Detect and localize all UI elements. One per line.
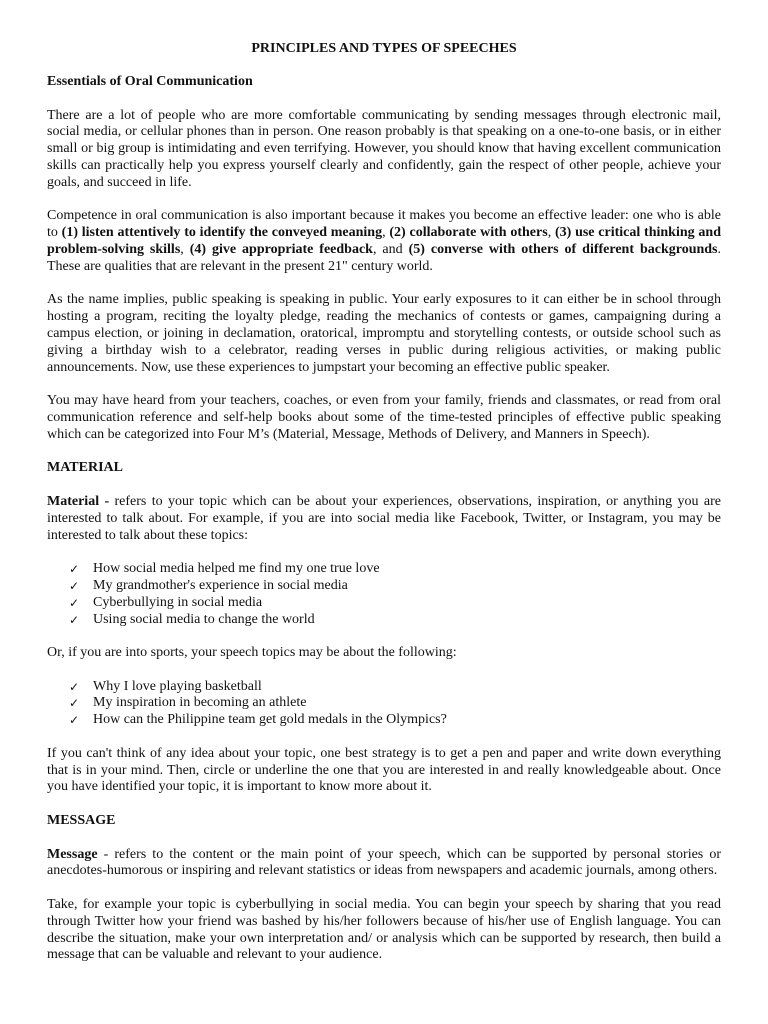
list-item-text: Cyberbullying in social media — [93, 594, 263, 610]
message-definition — [47, 847, 721, 881]
message-definition-text: - refers to the content or the main point of your speech, which can be supported by personal stories or anecdotes-humorous or inspiring and relevant statistics or ideas from newspapers and academic journals, among others. — [47, 846, 721, 879]
bold-skill-4: (4) give appropriate feedback — [189, 241, 373, 257]
social-topics-list — [47, 561, 721, 628]
competence-paragraph — [47, 208, 721, 275]
material-closing-paragraph: If you can't think of any idea about your topic, one best strategy is to get a pen and paper and write down everything that is in your mind. Then, circle or underline the one that you are interested in and really knowledgeable about. Once you have identified your topic, it is important to know more about it. — [47, 745, 721, 795]
four-ms-paragraph: You may have heard from your teachers, coaches, or even from your family, friends and classmates, or read from oral communication reference and self-help books about some of the time-tested principles of effective public speaking which can be categorized into Four M’s (Material, Message, Methods of Delivery, and Manners in Speech). — [47, 393, 721, 442]
list-item-text: How social media helped me find my one true love — [93, 561, 380, 577]
sports-intro: Or, if you are into sports, your speech topics may be about the following: — [47, 645, 457, 661]
bold-skill-2: (2) collaborate with others — [389, 225, 548, 241]
text-span: , — [382, 225, 390, 241]
checkmark-icon: ✓ — [69, 713, 80, 728]
message-example-paragraph: Take, for example your topic is cyberbullying in social media. You can begin your speech by sharing that you read through Twitter how your friend was bashed by his/her followers because of his/her use of English language. You can describe the situation, make your own interpretation and/ or analysis which can be supported by research, then build a message that can be valuable and relevant to your audience. — [47, 897, 721, 963]
checkmark-icon: ✓ — [69, 595, 80, 610]
checkmark-icon: ✓ — [69, 562, 80, 577]
list-item-text: Using social media to change the world — [93, 611, 315, 627]
text-span: . These are qualities that are relevant in the present 21" century world. — [47, 241, 722, 274]
checkmark-icon: ✓ — [69, 679, 80, 694]
bold-skill-5: (5) converse with others of different backgrounds — [408, 241, 718, 257]
bold-skill-3: (3) use critical thinking and problem-solving skills — [47, 225, 721, 257]
list-item-text: My inspiration in becoming an athlete — [93, 695, 307, 711]
checkmark-icon: ✓ — [69, 612, 80, 627]
text-span: , — [180, 241, 190, 257]
list-item — [69, 695, 721, 712]
list-item — [69, 612, 721, 629]
public-speaking-paragraph: As the name implies, public speaking is speaking in public. Your early exposures to it can either be in school through hosting a program, reciting the loyalty pledge, reading the mechanics of contests or games, campaigning during a campus election, or joining in declamation, oratorical, impromptu and storytelling contests, or outside school such as giving a birthday wish to a celebrator, reading verses in public during religious activities, or making public announcements. Now, use these experiences to jumpstart your becoming an effective public speaker. — [47, 292, 721, 375]
material-heading: MATERIAL — [47, 460, 123, 476]
bold-skill-1: (1) listen attentively to identify the conveyed meaning — [61, 225, 383, 241]
text-span: Competence in oral communication is also important because it makes you become an effective leader: one who is able to — [47, 208, 721, 241]
list-item — [69, 578, 721, 595]
text-span: , — [547, 225, 555, 241]
checkmark-icon: ✓ — [69, 696, 80, 711]
list-item — [69, 595, 721, 612]
list-item-text: Why I love playing basketball — [93, 678, 262, 694]
list-item-text: How can the Philippine team get gold medals in the Olympics? — [93, 712, 447, 728]
material-term: Material - — [47, 493, 110, 509]
sports-topics-list — [47, 679, 721, 729]
list-item — [69, 679, 721, 696]
text-span: , and — [372, 241, 409, 257]
list-item-text: My grandmother's experience in social media — [93, 577, 348, 593]
section-subheading: Essentials of Oral Communication — [47, 73, 253, 89]
checkmark-icon: ✓ — [69, 578, 80, 593]
material-definition-text: refers to your topic which can be about your experiences, observations, inspiration, or anything you are interested to talk about. For example, if you are into social media like Facebook, Twitter, or Instagram, you may be interested to talk about these topics: — [47, 493, 721, 543]
document-title: PRINCIPLES AND TYPES OF SPEECHES — [251, 41, 517, 56]
list-item — [69, 712, 721, 729]
material-definition — [47, 494, 721, 544]
list-item — [69, 561, 721, 578]
message-heading: MESSAGE — [47, 813, 116, 829]
message-term: Message — [47, 846, 98, 862]
intro-paragraph: There are a lot of people who are more comfortable communicating by sending messages through electronic mail, social media, or cellular phones than in person. One reason probably is that speaking on a one-to-one basis, or in either small or big group is intimidating and even terrifying. However, you should know that having excellent communication skills can practically help you express yourself clearly and confidently, gain the respect of other people, achieve your goals, and succeed in life. — [47, 107, 721, 190]
